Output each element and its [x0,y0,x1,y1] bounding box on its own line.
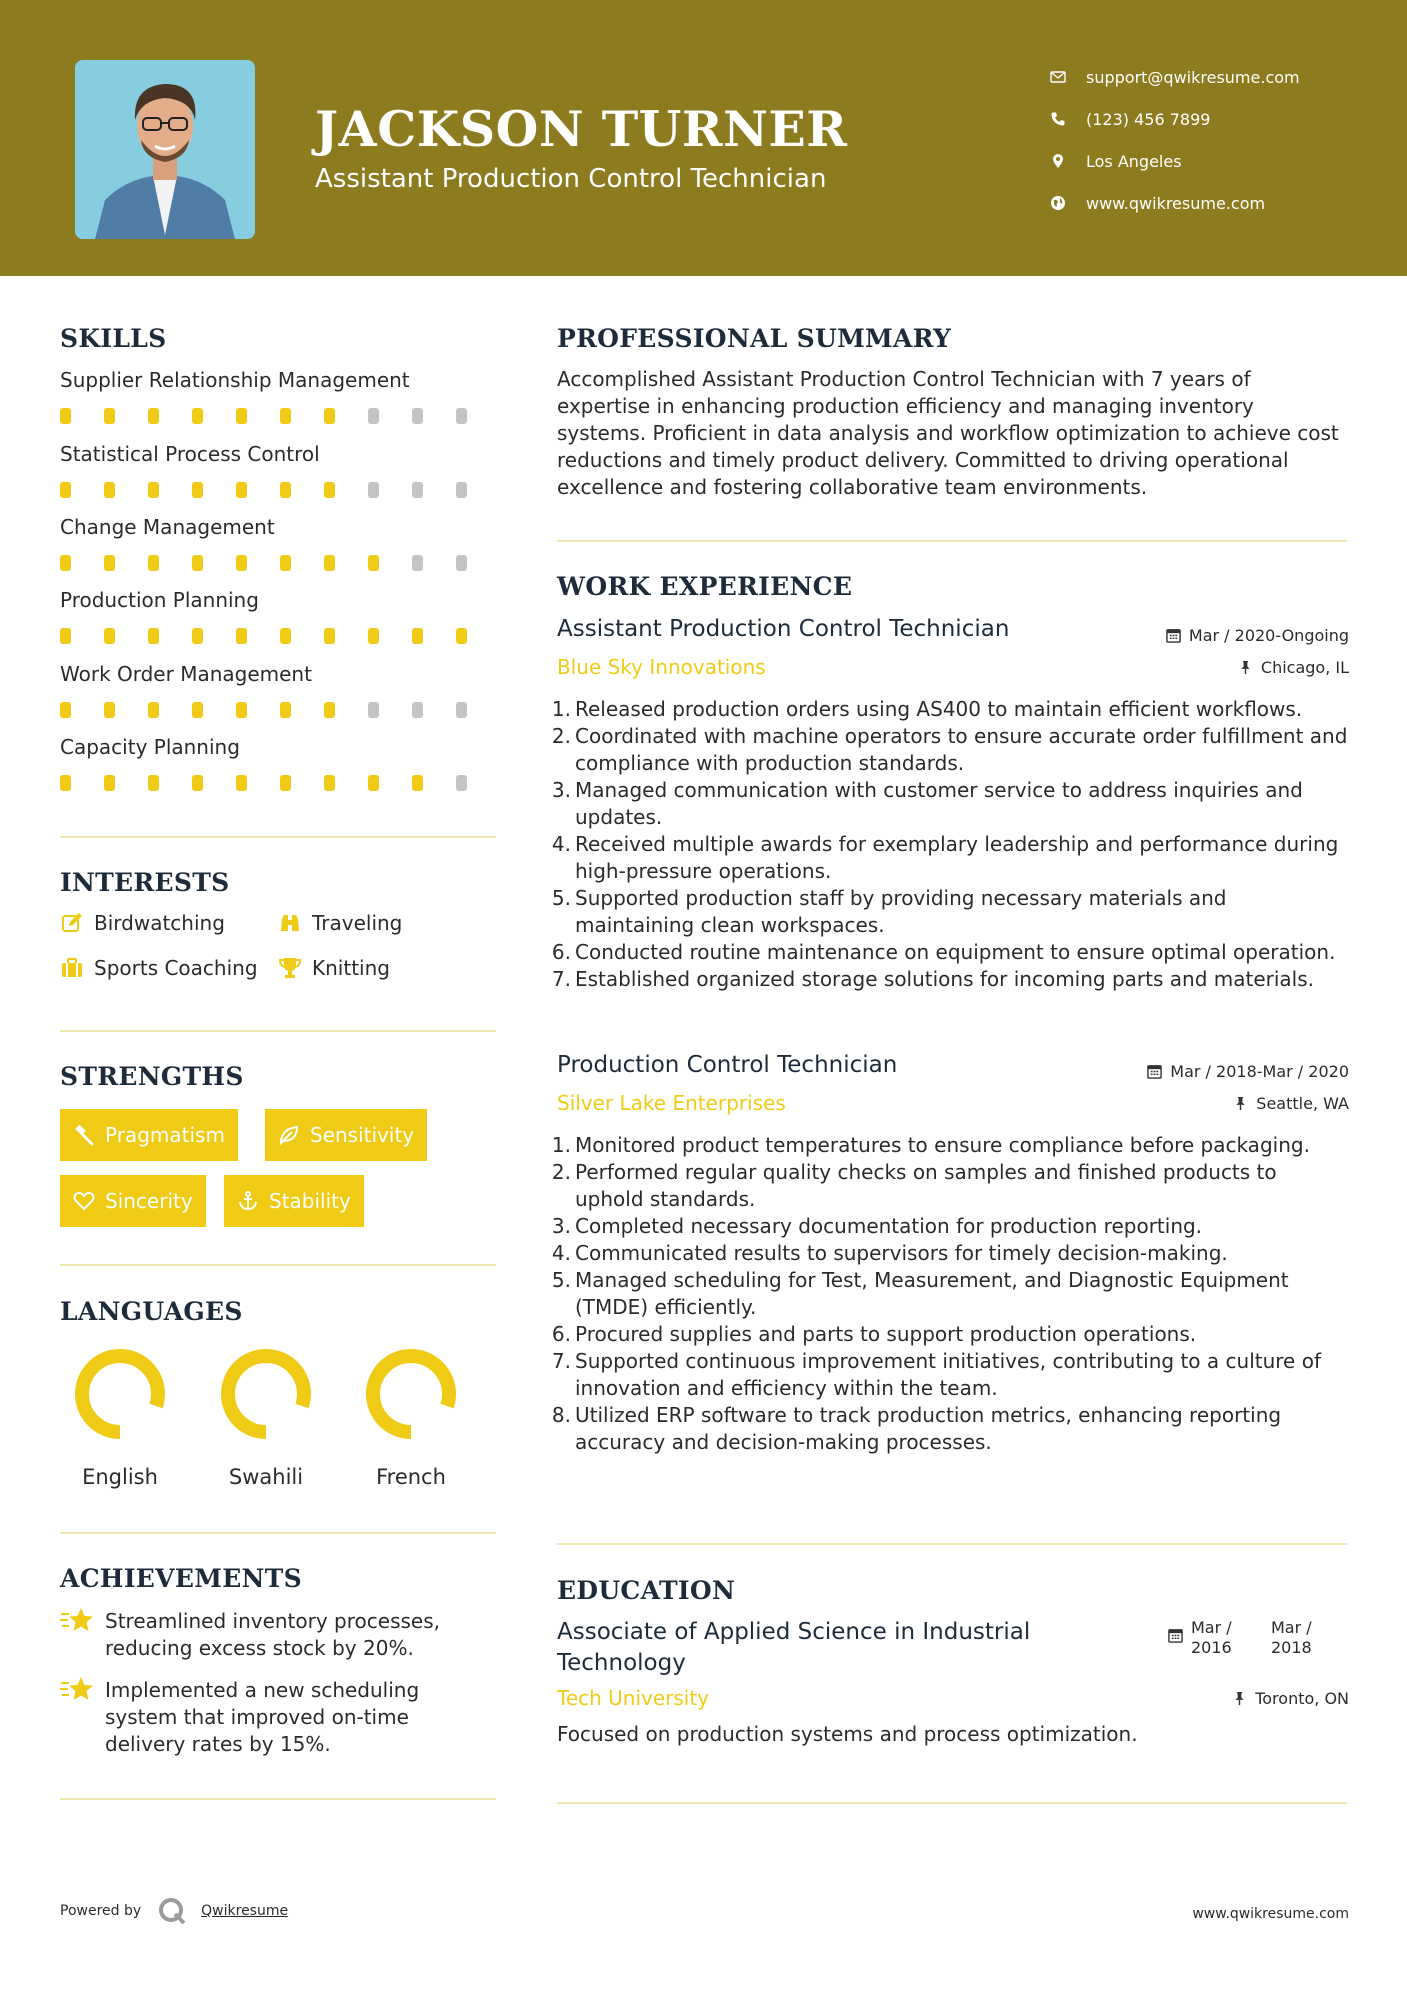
skills-heading: SKILLS [60,324,167,353]
skill-dot-filled [324,482,335,498]
skill-dot-filled [60,628,71,644]
education-school: Tech University [557,1686,710,1710]
section-divider [557,540,1347,542]
contact-location-text: Los Angeles [1086,151,1182,171]
skill-dot-filled [148,702,159,718]
bullet-text: Managed scheduling for Test, Measurement, and Diagnostic Equipment (TMDE) efficiently. [575,1268,1289,1319]
skill-dot-filled [60,555,71,571]
education-location-text: Toronto, ON [1255,1689,1349,1708]
skill-dot-empty [456,702,467,718]
skill-name: Production Planning [60,588,259,612]
qwikresume-link[interactable]: Qwikresume [201,1903,289,1919]
job-dates [1147,1062,1349,1081]
language-level-ring [73,1347,167,1441]
bullet-text: Conducted routine maintenance on equipment to ensure optimal operation. [575,940,1336,964]
skill-rating [60,775,500,791]
skill-dot-filled [412,775,423,791]
skill-dot-filled [104,628,115,644]
skill-dot-filled [456,628,467,644]
skill-name: Capacity Planning [60,735,240,759]
language-name: Swahili [228,1465,304,1489]
achievements-heading: ACHIEVEMENTS [60,1564,302,1593]
contact-location [1050,140,1300,182]
job-company: Silver Lake Enterprises [557,1091,786,1115]
strength-label: Sincerity [105,1189,193,1213]
interest-item [60,911,225,935]
skill-dot-filled [192,775,203,791]
bullet-item: 8. Utilized ERP software to track production metrics, enhancing reporting accuracy and decision-making processes. [551,1402,1351,1456]
skill-item [60,588,500,644]
interest-item [278,911,402,935]
skill-dot-empty [456,408,467,424]
interests-heading: INTERESTS [60,868,230,897]
skill-dot-filled [104,408,115,424]
skill-dot-filled [148,555,159,571]
section-divider [60,1264,496,1266]
skill-dot-filled [60,482,71,498]
skill-dot-filled [60,775,71,791]
job-dates [1166,626,1349,645]
strength-tag [265,1109,427,1161]
bullet-text: Monitored product temperatures to ensure compliance before packaging. [575,1133,1310,1157]
education-start: Mar / 2016 [1191,1618,1232,1657]
skill-rating [60,555,500,571]
skill-dot-empty [412,555,423,571]
bullet-item: 2. Coordinated with machine operators to ensure accurate order fulfillment and compliance with production standards. [551,723,1351,777]
bullet-text: Released production orders using AS400 to maintain efficient workflows. [575,697,1303,721]
bullet-item: 1. Monitored product temperatures to ensure compliance before packaging. [551,1132,1351,1159]
contact-phone[interactable] [1050,98,1300,140]
bullet-text: Received multiple awards for exemplary leadership and performance during high-pressure operations. [575,832,1339,883]
skill-dot-filled [368,628,379,644]
skill-item [60,735,500,791]
pushpin-icon [1233,1096,1248,1111]
bullet-text: Established organized storage solutions for incoming parts and materials. [575,967,1314,991]
contact-email[interactable] [1050,56,1300,98]
powered-by-label: Powered by [60,1903,142,1919]
trophy-icon [278,956,302,980]
skill-dot-empty [412,482,423,498]
achievement-item [60,1608,480,1662]
skill-dot-filled [192,702,203,718]
skill-dot-filled [368,555,379,571]
footer-powered-by [60,1896,288,1926]
skill-rating [60,702,500,718]
calendar-icon [1147,1064,1162,1079]
skill-dot-filled [148,408,159,424]
job-location [1238,658,1349,677]
candidate-role: Assistant Production Control Technician [315,164,827,194]
job-bullets [551,696,1351,993]
skill-dot-filled [280,408,291,424]
job-title: Production Control Technician [557,1052,898,1078]
bullet-text: Utilized ERP software to track production metrics, enhancing reporting accuracy and decision-making processes. [575,1403,1282,1454]
pencil-icon [60,911,84,935]
language-item [211,1347,321,1489]
skill-dot-filled [236,628,247,644]
skill-dot-filled [236,482,247,498]
skill-dot-filled [324,702,335,718]
skill-dot-filled [280,775,291,791]
strength-tag [60,1109,238,1161]
section-divider [60,1030,496,1032]
bullet-item: 2. Performed regular quality checks on samples and finished products to uphold standards. [551,1159,1351,1213]
skill-dot-filled [104,775,115,791]
bullet-item: 4. Received multiple awards for exemplary leadership and performance during high-pressure operations. [551,831,1351,885]
skill-dot-empty [368,482,379,498]
globe-icon [1050,195,1066,211]
bullet-item: 6. Conducted routine maintenance on equipment to ensure optimal operation. [551,939,1351,966]
bullet-item: 3. Completed necessary documentation for production reporting. [551,1213,1351,1240]
language-level-ring [364,1347,458,1441]
skill-dot-filled [324,408,335,424]
skill-dot-empty [456,555,467,571]
achievement-text: Streamlined inventory processes, reducing excess stock by 20%. [105,1609,440,1660]
skill-name: Work Order Management [60,662,312,686]
skill-dot-filled [280,555,291,571]
candidate-name: JACKSON TURNER [315,100,848,158]
skill-dot-empty [456,482,467,498]
skill-dot-filled [412,628,423,644]
job-bullets [551,1132,1351,1456]
skill-rating [60,482,500,498]
binoculars-icon [278,911,302,935]
achievement-text: Implemented a new scheduling system that improved on-time delivery rates by 15%. [105,1678,420,1756]
skill-dot-empty [368,408,379,424]
skill-dot-filled [60,702,71,718]
calendar-icon [1166,628,1181,643]
bullet-item: 6. Procured supplies and parts to support production operations. [551,1321,1351,1348]
bullet-text: Supported continuous improvement initiatives, contributing to a culture of innovation and efficiency within the team. [575,1349,1321,1400]
skill-dot-filled [104,555,115,571]
language-name: French [376,1465,446,1489]
education-location [1232,1689,1349,1708]
phone-icon [1050,111,1066,127]
section-divider [60,836,496,838]
bullet-item: 5. Supported production staff by providing necessary materials and maintaining clean workspaces. [551,885,1351,939]
contact-website[interactable] [1050,182,1300,224]
job-location [1233,1094,1349,1113]
person-portrait-icon [75,60,255,239]
skill-name: Statistical Process Control [60,442,320,466]
contact-website-text: www.qwikresume.com [1086,193,1266,213]
summary-heading: PROFESSIONAL SUMMARY [557,324,952,353]
bullet-text: Communicated results to supervisors for timely decision-making. [575,1241,1228,1265]
star-icon [60,1675,94,1703]
skill-dot-empty [456,775,467,791]
job-location-text: Seattle, WA [1256,1094,1349,1113]
job-company: Blue Sky Innovations [557,655,766,679]
section-divider [557,1802,1347,1804]
bullet-item: 5. Managed scheduling for Test, Measurement, and Diagnostic Equipment (TMDE) efficiently. [551,1267,1351,1321]
strength-tag [224,1175,364,1227]
skill-rating [60,408,500,424]
anchor-icon [237,1190,259,1212]
strength-label: Stability [269,1189,351,1213]
skill-dot-filled [104,482,115,498]
education-description: Focused on production systems and process optimization. [557,1722,1138,1746]
interest-label: Traveling [312,911,403,935]
envelope-icon [1050,69,1066,85]
contact-phone-text: (123) 456 7899 [1086,109,1211,129]
skill-dot-filled [60,408,71,424]
skill-dot-empty [368,702,379,718]
bullet-text: Procured supplies and parts to support production operations. [575,1322,1197,1346]
heart-icon [73,1190,95,1212]
bullet-text: Managed communication with customer service to address inquiries and updates. [575,778,1303,829]
skill-dot-filled [280,702,291,718]
summary-text: Accomplished Assistant Production Control Technician with 7 years of expertise in enhancing production efficiency and managing inventory systems. Proficient in data analysis and workflow optimization to achieve cost reductions and timely product delivery. Committed to driving operational excellence and fostering collaborative team environments. [557,367,1339,499]
star-icon [60,1606,94,1634]
skill-rating [60,628,500,644]
language-name: English [82,1465,158,1489]
skill-dot-filled [236,702,247,718]
bullet-item: 1. Released production orders using AS400 to maintain efficient workflows. [551,696,1351,723]
education-dates [1168,1618,1331,1658]
education-degree: Associate of Applied Science in Industrial Technology [557,1619,1031,1676]
calendar-icon [1168,1628,1183,1643]
skill-name: Supplier Relationship Management [60,368,410,392]
leaf-icon [278,1124,300,1146]
skill-dot-filled [148,628,159,644]
briefcase-icon [60,956,84,980]
bullet-item: 4. Communicated results to supervisors for timely decision-making. [551,1240,1351,1267]
job-dates-text: Mar / 2020-Ongoing [1188,626,1349,645]
section-divider [557,1543,1347,1545]
bullet-text: Performed regular quality checks on samples and finished products to uphold standards. [575,1160,1277,1211]
language-level-ring [219,1347,313,1441]
interest-label: Knitting [312,956,390,980]
strength-tag [60,1175,206,1227]
skill-dot-filled [192,555,203,571]
footer-url[interactable]: www.qwikresume.com [1192,1906,1349,1922]
job-dates-text: Mar / 2018-Mar / 2020 [1170,1062,1349,1081]
skill-name: Change Management [60,515,275,539]
skill-dot-filled [236,555,247,571]
education-end: Mar / 2018 [1271,1618,1312,1657]
contact-email-text: support@qwikresume.com [1086,67,1300,87]
skill-dot-filled [104,702,115,718]
skill-dot-filled [192,408,203,424]
skill-dot-filled [192,482,203,498]
map-pin-icon [1050,153,1066,169]
section-divider [60,1798,496,1800]
bullet-item: 7. Supported continuous improvement initiatives, contributing to a culture of innovation and efficiency within the team. [551,1348,1351,1402]
skill-dot-filled [324,628,335,644]
resume-header [0,0,1407,276]
language-item [356,1347,466,1489]
skill-item [60,442,500,498]
skill-dot-filled [368,775,379,791]
skill-dot-filled [280,482,291,498]
bullet-text: Coordinated with machine operators to ensure accurate order fulfillment and compliance with production standards. [575,724,1348,775]
job-location-text: Chicago, IL [1260,658,1349,677]
language-item [65,1347,175,1489]
bullet-item: 7. Established organized storage solutions for incoming parts and materials. [551,966,1351,993]
education-heading: EDUCATION [557,1576,736,1605]
bullet-item: 3. Managed communication with customer service to address inquiries and updates. [551,777,1351,831]
interest-item [278,956,390,980]
pushpin-icon [1232,1691,1247,1706]
skill-dot-filled [236,775,247,791]
languages-heading: LANGUAGES [60,1297,243,1326]
skill-item [60,515,500,571]
skill-dot-filled [148,482,159,498]
work-heading: WORK EXPERIENCE [557,572,853,601]
skill-dot-filled [192,628,203,644]
skill-dot-empty [412,408,423,424]
skill-item [60,662,500,718]
job-title: Assistant Production Control Technician [557,616,1010,642]
pushpin-icon [1238,660,1253,675]
skill-dot-filled [324,555,335,571]
bullet-text: Completed necessary documentation for production reporting. [575,1214,1203,1238]
strengths-heading: STRENGTHS [60,1062,244,1091]
skill-dot-filled [324,775,335,791]
interest-label: Birdwatching [94,911,225,935]
profile-photo [75,60,255,239]
contact-list [1050,56,1300,224]
interest-item [60,956,258,980]
qwikresume-logo-icon [157,1896,187,1926]
gavel-icon [73,1124,95,1146]
skill-dot-filled [236,408,247,424]
skill-dot-filled [148,775,159,791]
interest-label: Sports Coaching [94,956,258,980]
section-divider [60,1532,496,1534]
bullet-text: Supported production staff by providing necessary materials and maintaining clean workspaces. [575,886,1227,937]
skill-item [60,368,500,424]
skill-dot-empty [412,702,423,718]
strength-label: Pragmatism [105,1123,225,1147]
strength-label: Sensitivity [310,1123,415,1147]
skill-dot-filled [280,628,291,644]
achievement-item [60,1677,480,1758]
